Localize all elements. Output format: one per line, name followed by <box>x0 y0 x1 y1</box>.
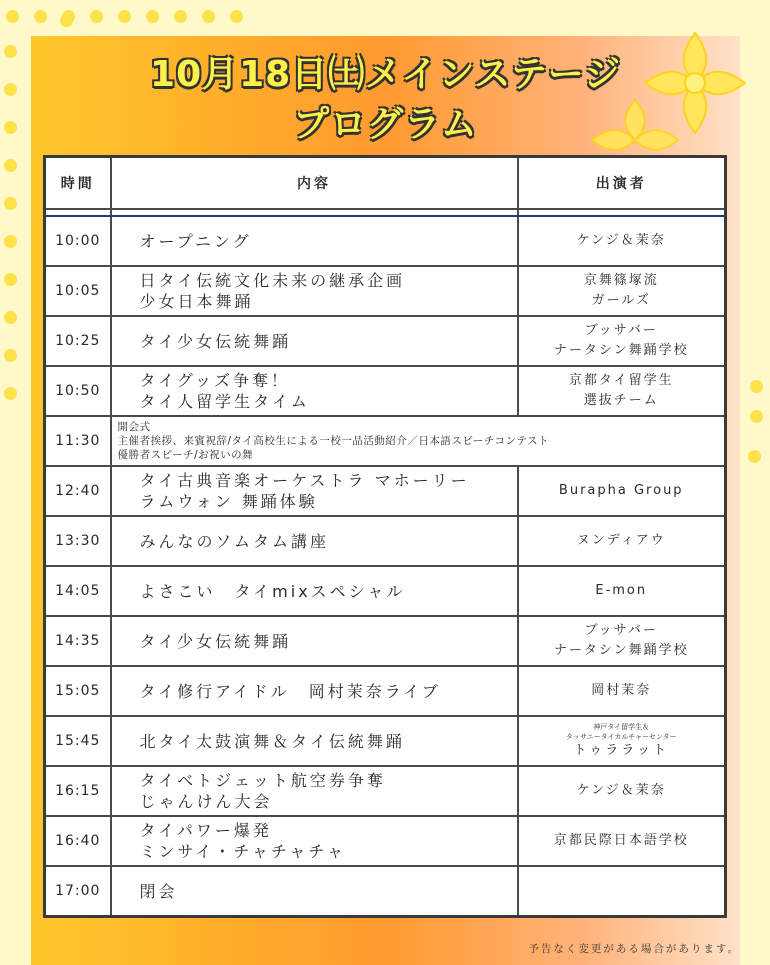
row-performer <box>518 266 726 316</box>
performer-line: トゥララット <box>573 743 669 758</box>
table-row <box>45 866 726 917</box>
row-content <box>111 816 518 866</box>
row-time: 15:45 <box>45 716 111 766</box>
row-performer <box>518 216 726 266</box>
content-line: 開会式 <box>117 421 151 433</box>
performer-line: 選抜チーム <box>583 393 659 408</box>
row-content <box>111 716 518 766</box>
row-content <box>111 566 518 616</box>
background-dot <box>4 159 17 172</box>
row-time: 10:00 <box>45 216 111 266</box>
background-dot <box>146 10 159 23</box>
background-dot <box>4 83 17 96</box>
row-time: 10:50 <box>45 366 111 416</box>
table-row <box>45 716 726 766</box>
table-row <box>45 516 726 566</box>
table-row <box>45 666 726 716</box>
performer-line: ナータシン舞踊学校 <box>553 343 689 358</box>
background-dot <box>4 273 17 286</box>
row-performer <box>518 366 726 416</box>
background-dot <box>6 10 19 23</box>
content-line: 優勝者スピーチ/お祝いの舞 <box>117 449 254 461</box>
background-dot <box>4 235 17 248</box>
performer-subline: 神戸タイ留学生＆ <box>593 723 650 731</box>
row-content <box>111 766 518 816</box>
row-time: 15:05 <box>45 666 111 716</box>
performer-line: ブッサバー <box>584 623 658 638</box>
row-performer <box>518 566 726 616</box>
table-row <box>45 616 726 666</box>
table-row <box>45 416 726 466</box>
row-time: 10:05 <box>45 266 111 316</box>
table-row <box>45 216 726 266</box>
table-row <box>45 466 726 516</box>
content-line: タイグッズ争奪！ <box>139 371 291 390</box>
content-line: タイ少女伝統舞踊 <box>139 631 292 651</box>
row-time: 14:05 <box>45 566 111 616</box>
performer-line: 岡村茉奈 <box>591 683 652 698</box>
background-dot <box>750 380 763 393</box>
table-row <box>45 566 726 616</box>
content-line: タイパワー爆発 <box>139 821 272 840</box>
content-line: じゃんけん大会 <box>139 792 273 811</box>
performer-subline: タッサニータイカルチャーセンター <box>565 733 677 741</box>
row-content <box>111 666 518 716</box>
content-line: ラムウォン 舞踊体験 <box>139 492 318 511</box>
row-performer <box>518 466 726 516</box>
performer-line: ケンジ＆茉奈 <box>576 233 666 248</box>
background-dot <box>4 349 17 362</box>
background-dot <box>748 450 761 463</box>
content-line: 閉会 <box>139 881 178 901</box>
row-time: 16:15 <box>45 766 111 816</box>
row-content <box>111 466 518 516</box>
content-line: よさこい タイmixスペシャル <box>139 581 406 601</box>
row-performer <box>518 766 726 816</box>
background-dot <box>230 10 243 23</box>
table-row <box>45 816 726 866</box>
row-content <box>111 316 518 366</box>
background-dot <box>4 387 17 400</box>
table-row <box>45 266 726 316</box>
change-notice: 予告なく変更がある場合があります。 <box>528 943 740 955</box>
performer-line: Burapha Group <box>558 483 684 498</box>
performer-line: ヌンディアウ <box>576 533 666 548</box>
content-line: 少女日本舞踊 <box>139 292 254 311</box>
performer-line: 京都民際日本語学校 <box>553 833 689 848</box>
row-content-ceremony <box>111 416 726 466</box>
row-time: 16:40 <box>45 816 111 866</box>
header-divider <box>45 209 726 216</box>
background-dot <box>750 410 763 423</box>
performer-line: 京舞篠塚流 <box>583 273 659 288</box>
table-row <box>45 316 726 366</box>
content-line: タイ修行アイドル 岡村茉奈ライブ <box>139 681 441 701</box>
row-performer <box>518 666 726 716</box>
background-dot <box>34 10 47 23</box>
content-line: ミンサイ・チャチャチャ <box>139 842 346 861</box>
table-header-row <box>45 157 726 210</box>
row-content <box>111 516 518 566</box>
page-title-date: 10月18日㈯メインステージ <box>150 54 621 95</box>
content-line: タイ古典音楽オーケストラ マホーリー <box>139 471 470 490</box>
performer-line: 京都タイ留学生 <box>568 373 674 388</box>
row-content <box>111 266 518 316</box>
row-time: 14:35 <box>45 616 111 666</box>
performer-line: ガールズ <box>591 293 651 308</box>
background-dot <box>202 10 215 23</box>
performer-line: E-mon <box>595 583 648 598</box>
row-time: 10:25 <box>45 316 111 366</box>
row-time: 11:30 <box>45 416 111 466</box>
content-line: タイ人留学生タイム <box>139 392 310 411</box>
content-line: タイベトジェット航空券争奪 <box>139 771 386 790</box>
row-content <box>111 366 518 416</box>
row-time: 17:00 <box>45 866 111 917</box>
table-row <box>45 366 726 416</box>
row-performer <box>518 316 726 366</box>
row-content <box>111 616 518 666</box>
background-dot <box>90 10 103 23</box>
row-performer <box>518 616 726 666</box>
row-time: 13:30 <box>45 516 111 566</box>
header-time: 時間 <box>45 157 111 210</box>
background-dot <box>4 121 17 134</box>
background-dot <box>174 10 187 23</box>
performer-line: ナータシン舞踊学校 <box>553 643 689 658</box>
row-content <box>111 216 518 266</box>
content-line: 日タイ伝統文化未来の継承企画 <box>139 271 406 290</box>
header-content: 内容 <box>111 157 518 210</box>
row-performer <box>518 716 726 766</box>
content-line: 北タイ太鼓演舞＆タイ伝統舞踊 <box>139 731 405 751</box>
table-row <box>45 766 726 816</box>
row-content <box>111 866 518 917</box>
performer-line: ケンジ＆茉奈 <box>576 783 666 798</box>
header-performer: 出演者 <box>518 157 726 210</box>
performer-line: ブッサバー <box>584 323 658 338</box>
content-line: タイ少女伝統舞踊 <box>139 331 292 351</box>
background-dot <box>4 45 17 58</box>
background-dot <box>60 14 73 27</box>
background-dot <box>4 197 17 210</box>
background-dot <box>4 311 17 324</box>
row-performer <box>518 516 726 566</box>
schedule-table <box>43 155 727 918</box>
content-line: 主催者挨拶、来賓祝辞/タイ高校生による一校一品活動紹介／日本語スピーチコンテスト <box>117 435 550 447</box>
page-title-program: プログラム <box>293 104 478 145</box>
row-performer <box>518 816 726 866</box>
content-line: みんなのソムタム講座 <box>139 531 330 551</box>
background-dot <box>118 10 131 23</box>
row-time: 12:40 <box>45 466 111 516</box>
row-performer <box>518 866 726 917</box>
content-line: オープニング <box>139 231 252 251</box>
